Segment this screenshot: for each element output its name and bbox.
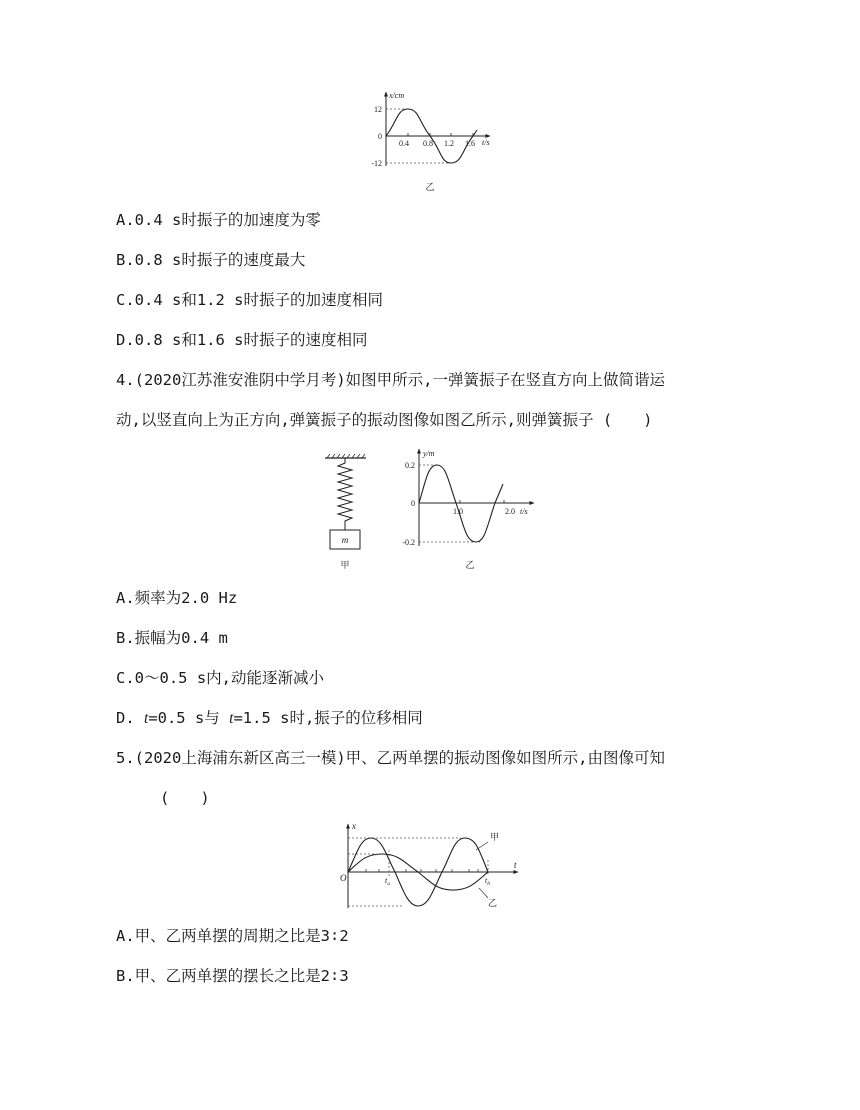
x-axis-label: t/s (482, 138, 490, 147)
q3-option-c: C.0.4 s和1.2 s时振子的加速度相同 (116, 291, 383, 309)
q4-option-c: C.0～0.5 s内,动能逐渐减小 (116, 669, 324, 687)
t-b-label: $t_b$ (485, 876, 490, 887)
y-tick-0: 0 (378, 132, 382, 141)
y-axis-label: x/cm (389, 91, 405, 100)
y-axis-label: x (352, 821, 356, 831)
figure-spring-oscillator (320, 450, 370, 574)
figure-caption: 乙 (425, 183, 435, 193)
q4-option-d: D. t=0.5 s与 t=1.5 s时,振子的位移相同 (116, 709, 423, 727)
q4-option-b: B.振幅为0.4 m (116, 629, 228, 647)
mass-label: m (341, 535, 349, 545)
series-label-jia: 甲 (490, 833, 500, 843)
figure-y-t-graph (390, 446, 550, 574)
spring (338, 458, 352, 530)
x-axis-label: t/s (520, 507, 528, 516)
y-tick-neg12: -12 (371, 159, 382, 168)
q4-option-a: A.频率为2.0 Hz (116, 589, 238, 607)
figure-caption-yi: 乙 (465, 561, 475, 571)
y-tick-0.2: 0.2 (405, 461, 415, 470)
t-a-label: $t_a$ (385, 876, 390, 887)
x-tick-1.2: 1.2 (444, 139, 454, 148)
figure-x-t-graph (356, 88, 506, 194)
q5-option-a: A.甲、乙两单摆的周期之比是3∶2 (116, 927, 349, 945)
y-tick-0: 0 (411, 499, 415, 508)
q5-stem-line1: 5.(2020上海浦东新区高三一模)甲、乙两单摆的振动图像如图所示,由图像可知 (116, 749, 665, 767)
q3-option-d: D.0.8 s和1.6 s时振子的速度相同 (116, 331, 368, 349)
q3-option-a: A.0.4 s时振子的加速度为零 (116, 211, 321, 229)
q3-option-b: B.0.8 s时振子的速度最大 (116, 251, 306, 269)
origin-label: O (340, 873, 347, 883)
y-tick-12: 12 (374, 105, 382, 114)
x-tick-0.4: 0.4 (399, 139, 409, 148)
q5-option-b: B.甲、乙两单摆的摆长之比是2∶3 (116, 967, 349, 985)
y-axis-label: y/m (423, 449, 435, 458)
figure-caption-jia: 甲 (340, 561, 350, 571)
x-tick-2.0: 2.0 (505, 507, 515, 516)
q5-stem-line2: ( ) (160, 789, 210, 807)
q4-stem-line2: 动,以竖直向上为正方向,弹簧振子的振动图像如图乙所示,则弹簧振子 ( ) (116, 411, 653, 429)
x-tick-0.8: 0.8 (423, 139, 433, 148)
figure-pendulum-graph (336, 820, 536, 912)
y-tick-neg0.2: -0.2 (402, 538, 415, 547)
q4-stem-line1: 4.(2020江苏淮安淮阴中学月考)如图甲所示,一弹簧振子在竖直方向上做简谐运 (116, 371, 665, 389)
series-label-yi: 乙 (488, 899, 498, 909)
x-tick-1.0: 1.0 (453, 507, 463, 516)
x-axis-label: t (514, 860, 517, 870)
x-tick-1.6: 1.6 (465, 139, 475, 148)
